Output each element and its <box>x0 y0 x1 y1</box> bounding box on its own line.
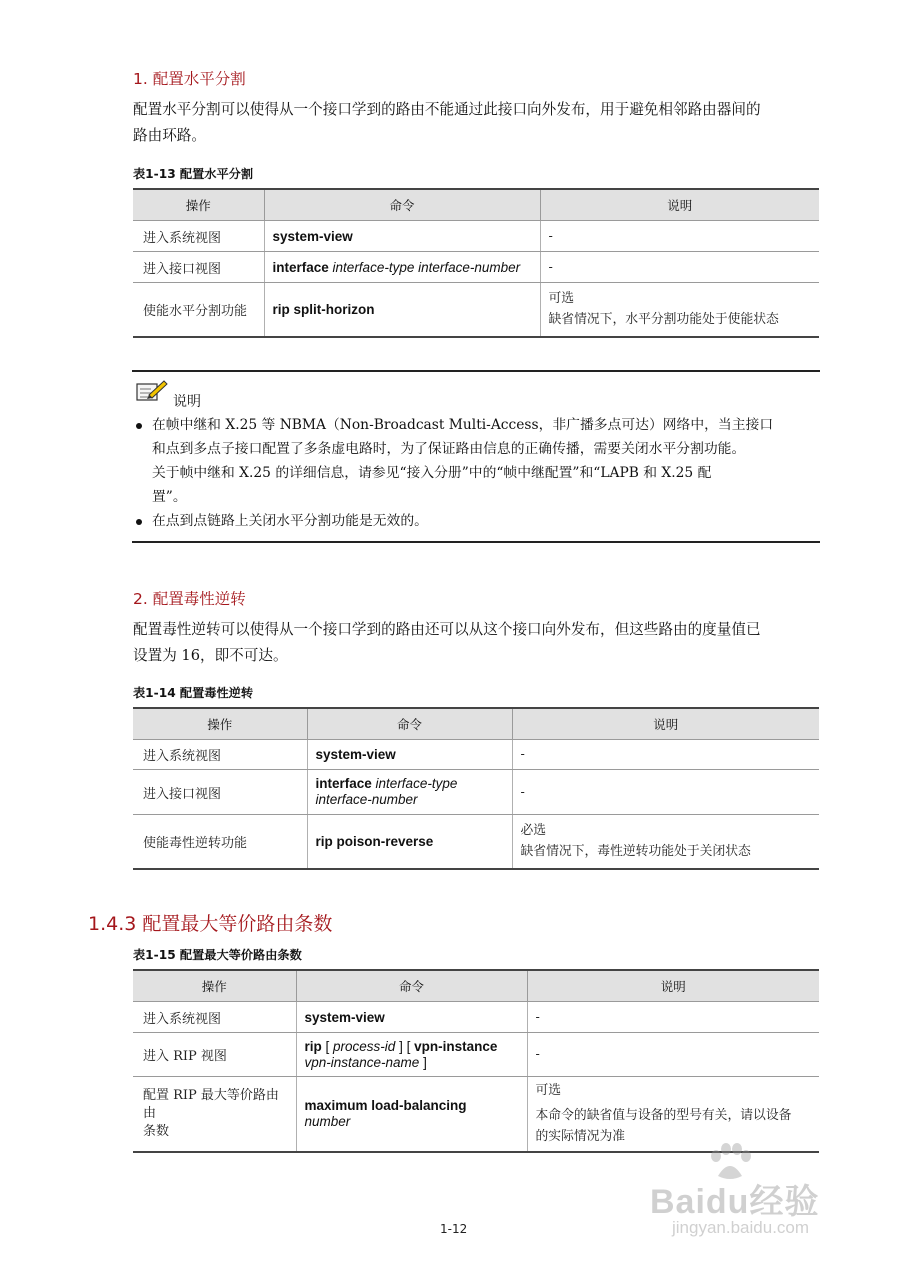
command-keyword: interface <box>272 259 329 275</box>
note-line: 在帧中继和 X.25 等 NBMA（Non-Broadcast Multi-Access，非广播多点可达）网络中，当主接口 <box>152 417 774 433</box>
command-cell <box>296 1033 527 1077</box>
command-argument: interface-number <box>315 792 418 807</box>
operation-cell: 进入系统视图 <box>133 740 307 770</box>
command-keyword: vpn-instance <box>414 1038 498 1054</box>
note-bottom-rule <box>132 541 820 543</box>
table-header-row <box>133 189 819 221</box>
command-cell <box>264 252 540 283</box>
watermark-brand: Baidu经验 <box>650 1183 820 1221</box>
pencil-note-icon <box>135 378 169 402</box>
paragraph-line: 配置毒性逆转可以使得从一个接口学到的路由还可以从这个接口向外发布，但这些路由的度量值已 <box>133 621 761 638</box>
table-header-row <box>133 708 819 740</box>
table-max-load-balancing <box>133 969 819 1153</box>
column-header: 命令 <box>264 189 540 221</box>
column-header: 命令 <box>296 970 527 1002</box>
description-cell <box>512 815 819 869</box>
command-line <box>316 776 504 792</box>
note-top-rule <box>132 370 820 372</box>
table-caption: 表1-13 配置水平分割 <box>133 167 254 181</box>
operation-cell: 使能水平分割功能 <box>133 283 264 337</box>
description-cell <box>540 283 819 337</box>
table-caption: 表1-14 配置毒性逆转 <box>133 686 254 700</box>
table-poison-reverse <box>133 707 819 870</box>
command-bracket: ] <box>419 1054 427 1070</box>
operation-cell: 进入接口视图 <box>133 252 264 283</box>
operation-cell: 进入系统视图 <box>133 221 264 252</box>
note-line: 关于帧中继和 X.25 的详细信息，请参见“接入分册”中的“帧中继配置”和“LAPB 和 X.25 配 <box>152 465 712 481</box>
command-argument: vpn-instance-name <box>304 1054 420 1070</box>
description-cell: - <box>540 221 819 252</box>
table-split-horizon <box>133 188 819 338</box>
table-row <box>133 740 819 770</box>
description-cell: - <box>527 1002 819 1033</box>
description-line: 可选 <box>548 291 575 307</box>
note-title: 说明 <box>173 394 201 410</box>
description-cell: - <box>512 770 819 815</box>
command-keyword: rip <box>304 1038 322 1054</box>
paragraph-poison-reverse <box>133 617 823 669</box>
command-keyword: maximum load-balancing <box>304 1097 467 1113</box>
command-bracket: [ <box>321 1038 334 1054</box>
table-caption: 表1-15 配置最大等价路由条数 <box>133 948 302 962</box>
description-cell: - <box>540 252 819 283</box>
command-line <box>305 1055 519 1071</box>
table-row <box>133 221 819 252</box>
description-line: 可选 <box>535 1083 562 1099</box>
command-cell <box>264 221 540 252</box>
operation-line: 条数 <box>143 1123 170 1139</box>
table-row <box>133 770 819 815</box>
bullet-marker <box>136 423 142 429</box>
paragraph-line: 设置为 16，即不可达。 <box>133 647 288 664</box>
table-row <box>133 1033 819 1077</box>
command-keyword: rip poison-reverse <box>315 833 434 849</box>
paragraph-line: 路由环路。 <box>133 127 206 144</box>
description-cell <box>527 1077 819 1152</box>
note-line: 置”。 <box>152 489 187 505</box>
column-header: 说明 <box>527 970 819 1002</box>
section-heading-poison-reverse: 2. 配置毒性逆转 <box>133 590 246 608</box>
command-cell <box>296 1002 527 1033</box>
command-keyword: system-view <box>304 1009 385 1025</box>
table-header-row <box>133 970 819 1002</box>
table-row <box>133 1077 819 1152</box>
command-keyword: interface <box>315 776 372 791</box>
watermark-url: jingyan.baidu.com <box>672 1218 810 1237</box>
table-row <box>133 252 819 283</box>
command-keyword: rip split-horizon <box>272 301 375 317</box>
operation-cell: 使能毒性逆转功能 <box>133 815 307 869</box>
table-row <box>133 815 819 869</box>
command-bracket: ] [ <box>395 1038 415 1054</box>
operation-line: 配置 RIP 最大等价路由由 <box>143 1087 279 1121</box>
command-line <box>305 1039 519 1055</box>
description-cell: - <box>512 740 819 770</box>
description-cell: - <box>527 1033 819 1077</box>
note-bullet-1 <box>152 413 824 509</box>
command-argument: number <box>304 1113 351 1129</box>
description-line: 必选 <box>520 823 547 839</box>
command-cell <box>307 740 512 770</box>
command-cell <box>307 770 512 815</box>
page-number: 1-12 <box>440 1222 468 1236</box>
table-row <box>133 283 819 337</box>
section-heading-split-horizon: 1. 配置水平分割 <box>133 70 246 88</box>
description-line: 缺省情况下，毒性逆转功能处于关闭状态 <box>520 844 751 860</box>
operation-cell <box>133 1077 296 1152</box>
column-header: 说明 <box>512 708 819 740</box>
command-argument: interface-type interface-number <box>332 259 521 275</box>
section-heading-max-load-balancing: 1.4.3 配置最大等价路由条数 <box>88 913 333 935</box>
paragraph-split-horizon <box>133 97 823 149</box>
description-line: 缺省情况下，水平分割功能处于使能状态 <box>548 312 779 328</box>
column-header: 说明 <box>540 189 819 221</box>
paragraph-line: 配置水平分割可以使得从一个接口学到的路由不能通过此接口向外发布，用于避免相邻路由器间的 <box>133 101 761 118</box>
column-header: 操作 <box>133 189 264 221</box>
command-cell <box>296 1077 527 1152</box>
operation-cell: 进入系统视图 <box>133 1002 296 1033</box>
command-argument: interface-type <box>375 776 458 791</box>
command-keyword: system-view <box>315 747 396 762</box>
column-header: 操作 <box>133 970 296 1002</box>
operation-cell: 进入接口视图 <box>133 770 307 815</box>
command-argument: process-id <box>333 1038 396 1054</box>
note-bullet-2: 在点到点链路上关闭水平分割功能是无效的。 <box>152 513 428 529</box>
column-header: 操作 <box>133 708 307 740</box>
bullet-marker <box>136 519 142 525</box>
command-cell <box>264 283 540 337</box>
command-cell <box>307 815 512 869</box>
command-keyword: system-view <box>272 228 353 244</box>
operation-cell: 进入 RIP 视图 <box>133 1033 296 1077</box>
description-line: 的实际情况为准 <box>535 1129 626 1145</box>
description-line: 本命令的缺省值与设备的型号有关，请以设备 <box>535 1108 792 1124</box>
note-line: 和点到多点子接口配置了多条虚电路时，为了保证路由信息的正确传播，需要关闭水平分割功能。 <box>152 441 746 457</box>
column-header: 命令 <box>307 708 512 740</box>
table-row <box>133 1002 819 1033</box>
